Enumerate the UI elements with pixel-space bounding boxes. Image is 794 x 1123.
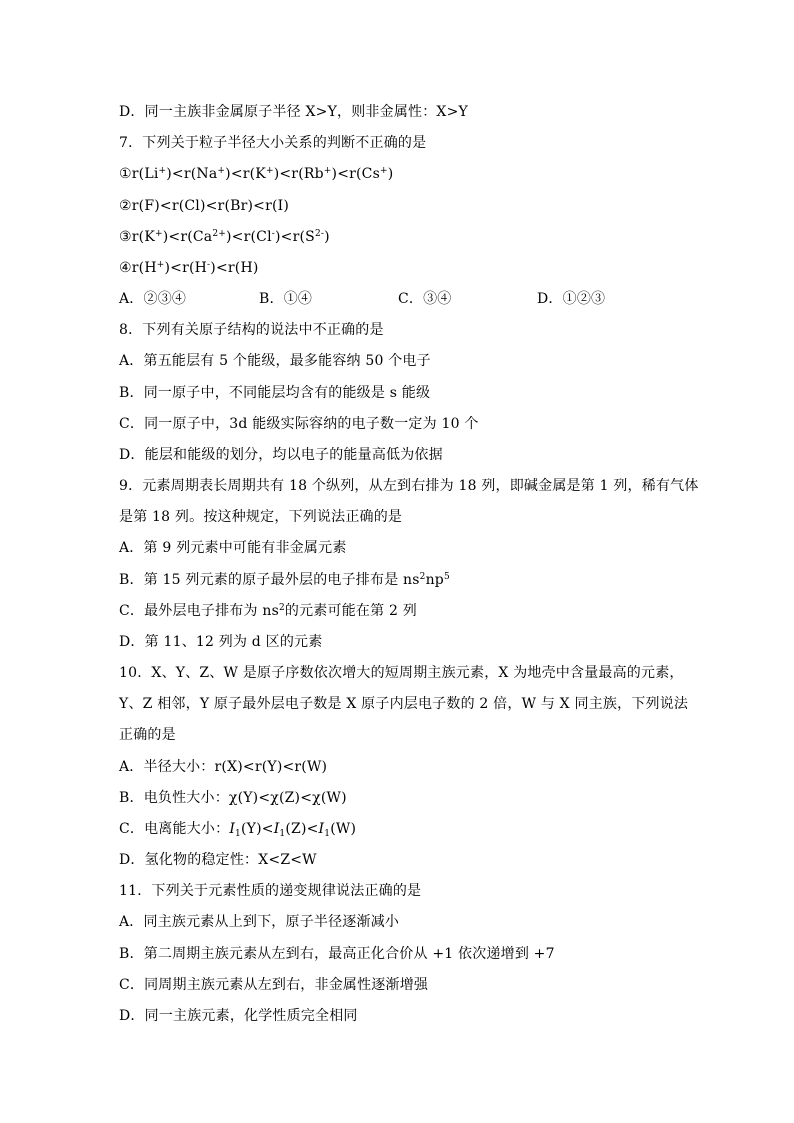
q9-option-c: C．最外层电子排布为 $ns^2$的元素可能在第 2 列 <box>119 603 417 619</box>
q9-option-d: D．第 11、12 列为 d 区的元素 <box>119 634 323 650</box>
q11-stem: 11．下列关于元素性质的递变规律说法正确的是 <box>119 883 422 899</box>
q10-stem-line-3: 正确的是 <box>119 727 176 743</box>
q8-option-b: B．同一原子中，不同能层均含有的能级是 s 能级 <box>119 385 431 401</box>
circled-number-1: ① <box>119 166 132 182</box>
q7-item-4: ④r(H+)<r(H-)<r(H) <box>119 260 259 276</box>
q11-option-a: A．同主族元素从上到下，原子半径逐渐减小 <box>119 914 400 930</box>
q10-stem-line-2: Y、Z 相邻，Y 原子最外层电子数是 X 原子内层电子数的 2 倍，W 与 X 同主族，下列说法 <box>119 696 689 712</box>
q10-option-a: A．半径大小：r(X)<r(Y)<r(W) <box>119 759 328 775</box>
q11-option-d: D．同一主族元素，化学性质完全相同 <box>119 1008 358 1024</box>
q10-option-b: B．电负性大小：χ(Y)<χ(Z)<χ(W) <box>119 790 347 806</box>
q9-stem-line-1: 9．元素周期表长周期共有 18 个纵列，从左到右排为 18 列，即碱金属是第 1 列，稀有气体 <box>119 478 699 494</box>
q7-stem: 7．下列关于粒子半径大小关系的判断不正确的是 <box>119 135 427 151</box>
q9-option-b: B．第 15 列元素的原子最外层的电子排布是 $ns^2np^5$ <box>119 572 450 588</box>
q7-option-b: B．①④ <box>259 291 313 307</box>
circled-number-4: ④ <box>119 260 132 276</box>
q7-item-3: $③r(K^+)<r(Ca^{2+})<r(Cl^-)<r(S^{2-})$ <box>119 229 330 245</box>
q8-option-c: C．同一原子中，3d 能级实际容纳的电子数一定为 10 个 <box>119 416 479 432</box>
q8-option-d: D．能层和能级的划分，均以电子的能量高低为依据 <box>119 447 443 463</box>
q10-option-c: C．电离能大小：$I_1(Y)<I_1(Z)<I_1(W)$ <box>119 821 357 839</box>
q8-option-a: A．第五能层有 5 个能级，最多能容纳 50 个电子 <box>119 353 431 369</box>
q6-option-d: D．同一主族非金属原子半径 X>Y，则非金属性：X>Y <box>119 104 468 120</box>
q7-option-a: A．②③④ <box>119 291 187 307</box>
q7-item-2: ②r(F)<r(Cl)<r(Br)<r(I) <box>119 198 290 214</box>
q10-stem-line-1: 10．X、Y、Z、W 是原子序数依次增大的短周期主族元素，X 为地壳中含量最高的元素， <box>119 665 684 681</box>
q7-options <box>119 290 605 308</box>
q11-option-c: C．同周期主族元素从左到右，非金属性逐渐增强 <box>119 977 429 993</box>
q7-option-d: D．①②③ <box>537 291 606 307</box>
q11-option-b: B．第二周期主族元素从左到右，最高正化合价从 +1 依次递增到 +7 <box>119 946 555 962</box>
q9-option-a: A．第 9 列元素中可能有非金属元素 <box>119 540 347 556</box>
q10-option-d: D．氢化物的稳定性：X<Z<W <box>119 852 317 868</box>
q7-item-1: ①r(Li+)<r(Na+)<r(K+)<r(Rb+)<r(Cs+) <box>119 166 394 182</box>
q7-option-c: C．③④ <box>398 291 452 307</box>
circled-number-3: ③ <box>119 229 132 245</box>
circled-number-2: ② <box>119 198 132 214</box>
q8-stem: 8．下列有关原子结构的说法中不正确的是 <box>119 322 384 338</box>
q9-stem-line-2: 是第 18 列。按这种规定，下列说法正确的是 <box>119 509 403 525</box>
